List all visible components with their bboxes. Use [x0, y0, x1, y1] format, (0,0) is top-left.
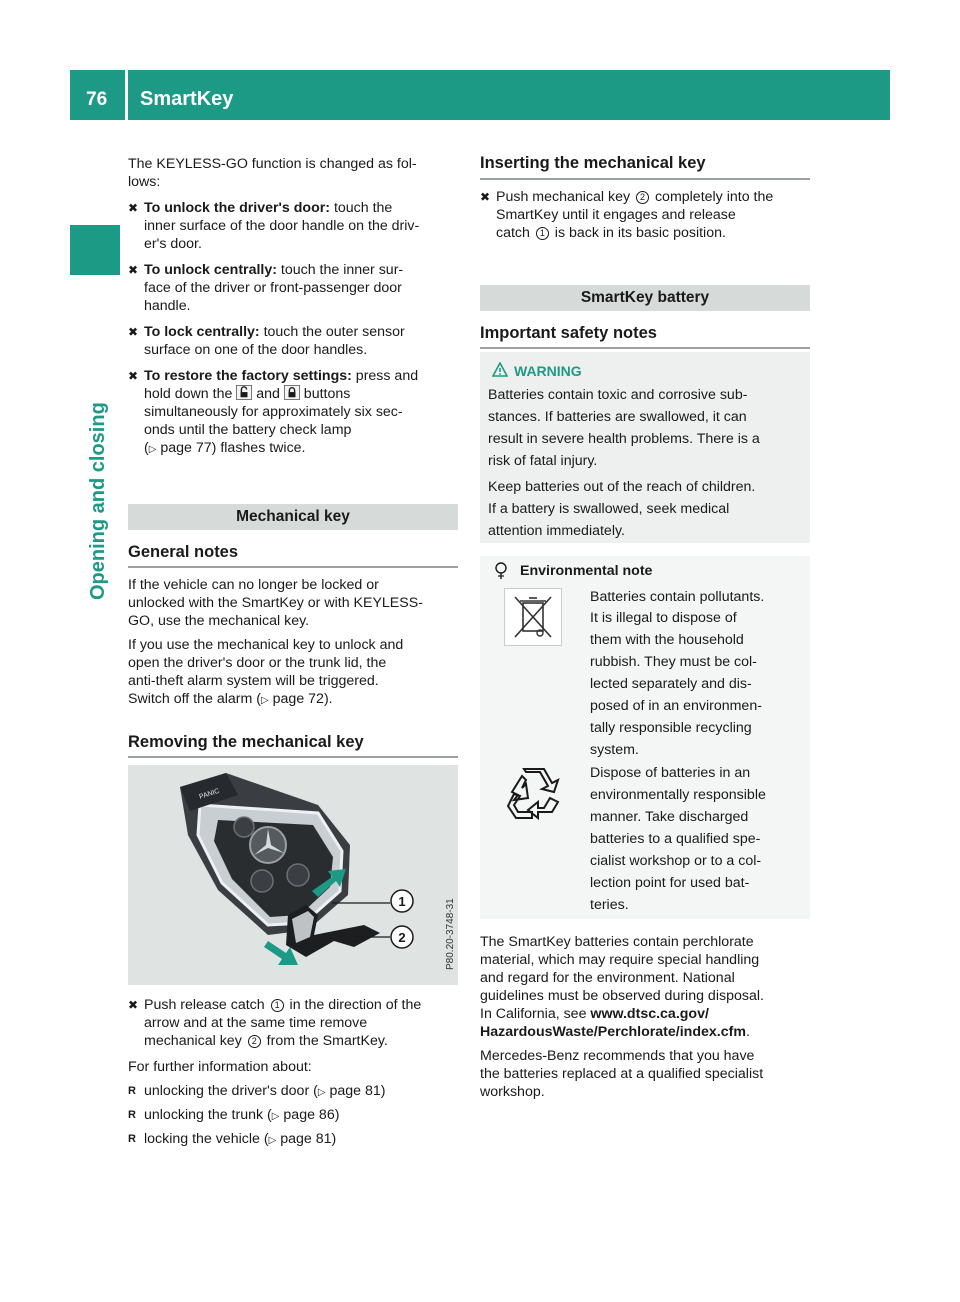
step-text: hold down the — [144, 386, 237, 402]
note-line: manner. Take discharged — [590, 809, 749, 825]
list-item — [144, 1106, 458, 1126]
divider — [128, 566, 458, 568]
note-line: It is illegal to dispose of — [590, 610, 737, 626]
body-line: If you use the mechanical key to unlock and — [128, 637, 404, 653]
warning-triangle-icon — [492, 362, 508, 378]
divider — [480, 178, 810, 180]
step-line — [496, 224, 810, 242]
dtsc-link-continued[interactable]: HazardousWaste/Perchlorate/index.cfm — [480, 1024, 746, 1040]
step-arrow-icon: ✖ — [128, 998, 139, 1012]
callout-1-ref: 1 — [536, 227, 549, 240]
step-line: arrow and at the same time remove — [144, 1015, 368, 1031]
step-line: onds until the battery check lamp — [144, 422, 352, 438]
list-item-text: unlocking the trunk ( — [144, 1107, 272, 1123]
callout-2-ref: 2 — [636, 191, 649, 204]
callout-1: 1 — [398, 894, 406, 909]
step-text: in the direction of the — [285, 997, 422, 1013]
page-ref[interactable]: page 77) flashes twice. — [160, 440, 306, 456]
step-line — [144, 261, 458, 279]
list-item — [144, 1130, 458, 1150]
list-item-text: locking the vehicle ( — [144, 1131, 269, 1147]
step-arrow-icon: ✖ — [128, 369, 139, 383]
environmental-note-title: Environmental note — [520, 563, 653, 579]
page-ref[interactable]: page 72). — [272, 691, 333, 707]
dtsc-link[interactable]: www.dtsc.ca.gov/ — [590, 1006, 709, 1022]
step-arrow-icon: ✖ — [480, 190, 491, 204]
note-line: rubbish. They must be col- — [590, 654, 757, 670]
body-line: workshop. — [480, 1084, 545, 1100]
step-text: is back in its basic position. — [550, 225, 726, 241]
step-text: completely into the — [651, 189, 774, 205]
warning-box — [480, 352, 810, 543]
figure-code: P80.20-3748-31 — [445, 898, 456, 970]
section-heading: Mechanical key — [236, 508, 350, 525]
list-item-text: unlocking the driver's door ( — [144, 1083, 318, 1099]
smartkey-illustration — [128, 765, 458, 985]
note-line: environmentally responsible — [590, 787, 766, 803]
note-line: Batteries contain pollutants. — [590, 589, 765, 605]
body-line — [480, 1005, 810, 1023]
page-number: 76 — [86, 89, 108, 110]
warning-line: attention immediately. — [488, 523, 625, 539]
note-line: them with the household — [590, 632, 744, 648]
warning-title: WARNING — [514, 363, 582, 379]
subheading: Inserting the mechanical key — [480, 154, 706, 172]
body-line: For further information about: — [128, 1059, 312, 1075]
recycle-icon — [504, 764, 562, 822]
step-line: simultaneously for approximately six sec- — [144, 404, 403, 420]
intro-line: The KEYLESS-GO function is changed as fol- — [128, 156, 417, 172]
step-arrow-icon: ✖ — [128, 263, 139, 277]
subheading: General notes — [128, 543, 239, 561]
note-line: batteries to a qualified spe- — [590, 831, 761, 847]
warning-line: risk of fatal injury. — [488, 453, 598, 469]
body-line: unlocked with the SmartKey or with KEYLESS- — [128, 595, 423, 611]
body-line: guidelines must be observed during disposal. — [480, 988, 764, 1004]
section-heading-band — [480, 285, 810, 311]
note-line: system. — [590, 742, 639, 758]
step-text: Push mechanical key — [496, 189, 635, 205]
callout-1-ref: 1 — [271, 999, 284, 1012]
step-bold: To lock centrally: — [144, 324, 260, 340]
lock-icon — [284, 385, 300, 400]
note-line: lection point for used bat- — [590, 875, 750, 891]
step-text: mechanical key — [144, 1033, 246, 1049]
step-arrow-icon: ✖ — [128, 201, 139, 215]
panic-label: PANIC — [198, 787, 221, 801]
note-line: lected separately and dis- — [590, 676, 752, 692]
warning-line: Keep batteries out of the reach of children. — [488, 479, 756, 495]
smartkey-figure — [128, 765, 458, 985]
step-text: touch the — [330, 200, 393, 216]
body-text: In California, see — [480, 1006, 591, 1022]
page-ref-triangle-icon: ▷ — [268, 1135, 277, 1146]
body-line: open the driver's door or the trunk lid, the — [128, 655, 387, 671]
unlock-icon — [236, 385, 252, 400]
environmental-note-box — [480, 556, 810, 919]
step-arrow-icon: ✖ — [128, 325, 139, 339]
body-line — [128, 690, 458, 710]
page-ref-triangle-icon: ▷ — [261, 695, 269, 706]
body-text: . — [745, 1024, 750, 1040]
body-line: anti-theft alarm system will be triggered. — [128, 673, 379, 689]
step-line: surface on one of the door handles. — [144, 342, 368, 358]
step-bold: To unlock centrally: — [144, 262, 277, 278]
step-line — [496, 188, 810, 206]
step-text: touch the outer sensor — [259, 324, 405, 340]
section-label-text: Opening and closing — [87, 402, 109, 600]
note-line: tally responsible recycling — [590, 720, 752, 736]
step-text: from the SmartKey. — [262, 1033, 388, 1049]
bullet-icon: R — [128, 1133, 136, 1145]
note-line: cialist workshop or to a col- — [590, 853, 762, 869]
step-line — [144, 996, 458, 1014]
header-divider — [125, 70, 128, 120]
warning-line: result in severe health problems. There is a — [488, 431, 760, 447]
warning-line: stances. If batteries are swallowed, it can — [488, 409, 747, 425]
step-line: handle. — [144, 298, 191, 314]
divider — [128, 756, 458, 758]
page-ref[interactable]: page 81) — [329, 1083, 386, 1099]
section-label — [87, 402, 109, 620]
note-line: teries. — [590, 897, 629, 913]
step-bold: To unlock the driver's door: — [144, 200, 330, 216]
step-line: er's door. — [144, 236, 202, 252]
step-text: Push release catch — [144, 997, 269, 1013]
step-bold: To restore the factory settings: — [144, 368, 352, 384]
step-text: buttons — [299, 386, 351, 402]
step-text: press and — [351, 368, 419, 384]
body-line: Mercedes-Benz recommends that you have — [480, 1048, 755, 1064]
body-line: and regard for the environment. National — [480, 970, 735, 986]
step-line — [144, 199, 458, 217]
step-line — [144, 385, 458, 403]
warning-line: Batteries contain toxic and corrosive sub- — [488, 387, 748, 403]
body-line: The SmartKey batteries contain perchlorate — [480, 934, 754, 950]
warning-line: If a battery is swallowed, seek medical — [488, 501, 730, 517]
step-line — [144, 1032, 458, 1050]
step-line — [144, 367, 458, 385]
body-line — [480, 1023, 810, 1041]
intro-line: lows: — [128, 174, 161, 190]
bullet-icon: R — [128, 1085, 136, 1097]
page-ref[interactable]: page 86) — [283, 1107, 340, 1123]
subheading: Removing the mechanical key — [128, 733, 364, 751]
step-text: touch the inner sur- — [276, 262, 404, 278]
step-line — [144, 323, 458, 341]
body-line: If the vehicle can no longer be locked or — [128, 577, 379, 593]
bullet-icon: R — [128, 1109, 136, 1121]
body-line: GO, use the mechanical key. — [128, 613, 310, 629]
divider — [480, 347, 810, 349]
step-text: catch — [496, 225, 534, 241]
body-text: Switch off the alarm ( — [128, 691, 261, 707]
callout-2: 2 — [398, 930, 406, 945]
page-ref-triangle-icon: ▷ — [317, 1087, 326, 1098]
list-item — [144, 1082, 458, 1102]
note-line: Dispose of batteries in an — [590, 765, 751, 781]
page-title: SmartKey — [140, 88, 234, 110]
subheading: Important safety notes — [480, 324, 657, 342]
section-heading-band — [128, 504, 458, 530]
page-ref-triangle-icon: ▷ — [148, 444, 157, 455]
step-line: face of the driver or front-passenger door — [144, 280, 402, 296]
note-line: posed of in an environmen- — [590, 698, 762, 714]
crossed-bin-icon — [504, 588, 562, 646]
page-ref-triangle-icon: ▷ — [271, 1111, 280, 1122]
environment-bulb-icon — [494, 562, 508, 580]
section-marker — [70, 225, 120, 275]
body-line: the batteries replaced at a qualified specialist — [480, 1066, 764, 1082]
page-ref[interactable]: page 81) — [280, 1131, 337, 1147]
step-line: SmartKey until it engages and release — [496, 207, 736, 223]
section-heading: SmartKey battery — [580, 289, 710, 306]
step-line: inner surface of the door handle on the driv- — [144, 218, 420, 234]
step-text: and — [252, 386, 284, 402]
callout-2-ref: 2 — [248, 1035, 261, 1048]
body-line: material, which may require special handling — [480, 952, 760, 968]
step-line: (▷ page 77) flashes twice. — [144, 440, 306, 456]
